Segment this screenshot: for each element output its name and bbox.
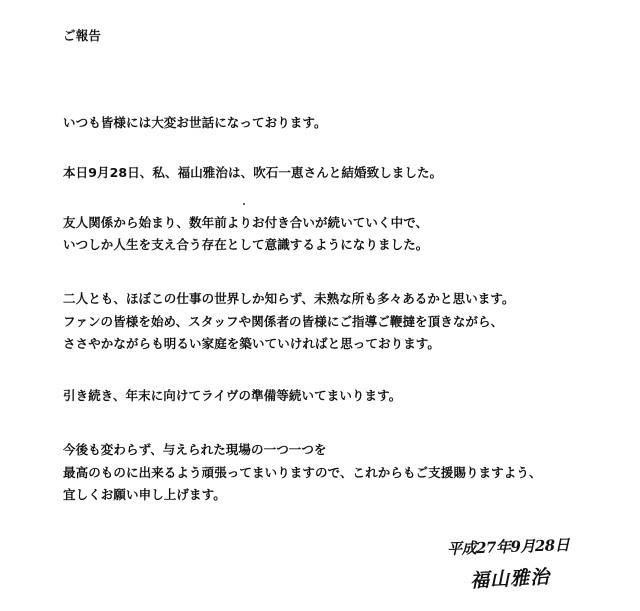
closing-line-1: 今後も変わらず、与えられた現場の一つ一つを (63, 442, 327, 457)
relationship-line-1: 友人関係から始まり、数年前よりお付き合いが続いていく中で、 (63, 215, 429, 230)
letter-title: ご報告 (63, 28, 102, 43)
greeting-line: いつも皆様には大変お世話になっております。 (63, 115, 327, 130)
humble-line-2: ファンの皆様を始め、スタッフや関係者の皆様にご指導ご鞭撻を頂きながら、 (63, 314, 504, 329)
humble-line-3: ささやかながらも明るい家庭を築いていければと思っております。 (63, 336, 441, 351)
signature-date: 平成27年9月28日 (446, 535, 570, 559)
humble-line-1: 二人とも、ほぼこの仕事の世界しか知らず、未熟な所も多々あるかと思います。 (63, 291, 515, 306)
closing-line-3: 宜しくお願い申し上げます。 (63, 487, 226, 502)
stray-mark (243, 203, 245, 205)
live-prep-line: 引き続き、年末に向けてライヴの準備等続いてまいります。 (63, 388, 402, 403)
signature-name: 福山雅治 (469, 565, 551, 593)
announcement-line: 本日9月28日、私、福山雅治は、吹石一恵さんと結婚致しました。 (63, 165, 443, 180)
relationship-line-2: いつしか人生を支え合う存在として意識するようになりました。 (63, 237, 429, 252)
closing-line-2: 最高のものに出来るよう頑張ってまいりますので、これからもご支援賜りますよう、 (63, 465, 542, 480)
